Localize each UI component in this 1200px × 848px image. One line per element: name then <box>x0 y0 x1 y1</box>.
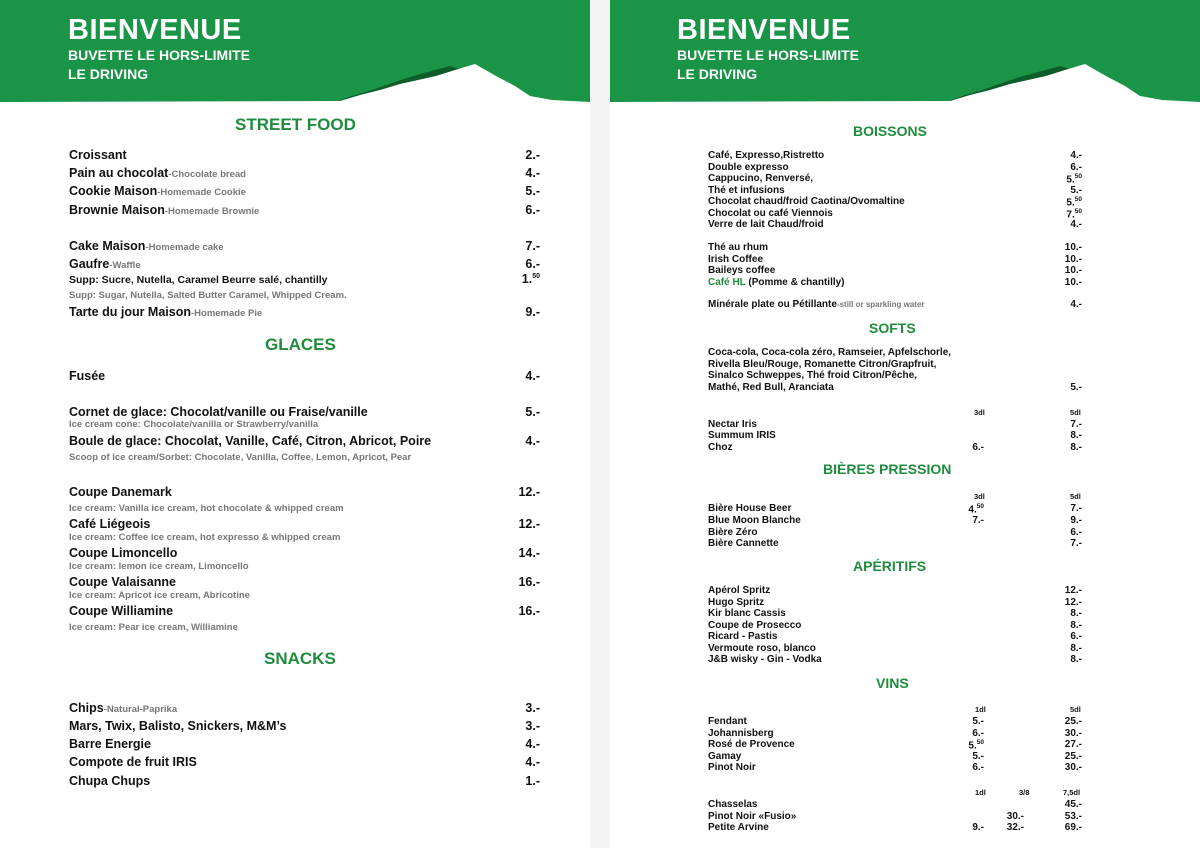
drink-row: Nectar Iris 7.- <box>708 419 1082 430</box>
menu-item: Café Liégeois 12.- <box>69 517 540 531</box>
column-header-3dl: 3dl <box>974 492 985 501</box>
drink-row: Baileys coffee 10.- <box>708 265 1082 276</box>
section-title-street-food: STREET FOOD <box>235 115 356 134</box>
drink-row: Bière Cannette 7.- <box>708 538 1082 549</box>
drink-row: Verre de lait Chaud/froid 4.- <box>708 219 1082 230</box>
menu-item: Cookie Maison-Homemade Cookie 5.- <box>69 184 540 198</box>
drink-row: J&B wisky - Gin - Vodka 8.- <box>708 654 1082 665</box>
column-header-1dl: 1dl <box>975 788 986 797</box>
menu-item: Brownie Maison-Homemade Brownie 6.- <box>69 203 540 217</box>
item-translation: Ice cream: lemon ice cream, Limoncello <box>69 561 249 572</box>
drink-row: Hugo Spritz 12.- <box>708 597 1082 608</box>
column-header-5dl: 5dl <box>1070 408 1081 417</box>
softs-list-price: 5.- <box>1070 382 1082 393</box>
section-title-softs: SOFTS <box>869 320 916 336</box>
drink-row: Summum IRIS 8.- <box>708 430 1082 441</box>
menu-item: Coupe Valaisanne 16.- <box>69 575 540 589</box>
section-title-glaces: GLACES <box>265 335 336 354</box>
drink-row: Bière House Beer 4.50 7.- <box>708 503 1082 516</box>
drink-row: Choz 6.- 8.- <box>708 442 1082 453</box>
menu-item: Chupa Chups 1.- <box>69 774 540 788</box>
wine-row: Pinot Noir 6.- 30.- <box>708 762 1082 773</box>
menu-item: Fusée 4.- <box>69 369 540 383</box>
item-translation: Ice cream: Apricot ice cream, Abricotine <box>69 590 250 601</box>
drink-row: Apérol Spritz 12.- <box>708 585 1082 596</box>
header-banner <box>0 0 590 104</box>
banner-title: BIENVENUE <box>677 14 851 46</box>
menu-item: Cake Maison-Homemade cake 7.- <box>69 239 540 253</box>
menu-page-drinks <box>610 0 1200 848</box>
column-header-1dl: 1dl <box>975 705 986 714</box>
menu-item: Boule de glace: Chocolat, Vanille, Café, Citron, Abricot, Poire 4.- <box>69 434 540 448</box>
supplement-row: Supp: Sucre, Nutella, Caramel Beurre salé, chantilly 1.50 <box>69 272 540 286</box>
menu-item: Barre Energie 4.- <box>69 737 540 751</box>
banner-title: BIENVENUE <box>68 14 242 46</box>
menu-item: Coupe Limoncello 14.- <box>69 546 540 560</box>
banner-venue: BUVETTE LE HORS-LIMITE <box>68 47 250 63</box>
wine-row: Chasselas 45.- <box>708 799 1082 810</box>
menu-item: Mars, Twix, Balisto, Snickers, M&M’s 3.- <box>69 719 540 733</box>
wine-row: Rosé de Provence 5.50 27.- <box>708 739 1082 752</box>
header-banner <box>610 0 1200 104</box>
drink-row: Bière Zéro 6.- <box>708 527 1082 538</box>
drink-row: Irish Coffee 10.- <box>708 254 1082 265</box>
drink-row: Café HL (Pomme & chantilly) 10.- <box>708 277 1082 288</box>
wine-row: Gamay 5.- 25.- <box>708 751 1082 762</box>
section-title-snacks: SNACKS <box>264 649 336 668</box>
section-title-aperitifs: APÉRITIFS <box>853 558 927 574</box>
drink-row: Ricard - Pastis 6.- <box>708 631 1082 642</box>
banner-location: LE DRIVING <box>68 66 149 82</box>
section-title-boissons: BOISSONS <box>853 123 927 139</box>
drink-row: Thé au rhum 10.- <box>708 242 1082 253</box>
wine-row: Johannisberg 6.- 30.- <box>708 728 1082 739</box>
drink-row: Thé et infusions 5.- <box>708 185 1082 196</box>
wine-row: Fendant 5.- 25.- <box>708 716 1082 727</box>
menu-item: Cornet de glace: Chocolat/vanille ou Fraise/vanille 5.- <box>69 405 540 419</box>
softs-list: Coca-cola, Coca-cola zéro, Ramseier, Apfelschorle, Rivella Bleu/Rouge, Romanette Citron/Grapfruit, Sinalco Schweppes, Thé froid Citron/Pêche, Mathé, Red Bull, Aranciata <box>708 347 952 394</box>
section-title-bieres: BIÈRES PRESSION <box>823 461 952 477</box>
menu-page-food <box>0 0 590 848</box>
drink-row: Double expresso 6.- <box>708 162 1082 173</box>
drink-row: Minérale plate ou Pétillante-still or sparkling water 4.- <box>708 299 1082 310</box>
item-translation: Ice cream: Pear ice cream, Williamine <box>69 622 238 633</box>
section-title-vins: VINS <box>876 675 909 691</box>
menu-item: Pain au chocolat-Chocolate bread 4.- <box>69 166 540 180</box>
column-header-3-8: 3/8 <box>1019 788 1030 797</box>
item-translation: Ice cream: Vanilla ice cream, hot chocolate & whipped cream <box>69 503 344 514</box>
menu-item: Coupe Williamine 16.- <box>69 604 540 618</box>
drink-row: Café, Expresso,Ristretto 4.- <box>708 150 1082 161</box>
supplement-translation: Supp: Sugar, Nutella, Salted Butter Caramel, Whipped Cream. <box>69 290 347 301</box>
menu-item: Gaufre-Waffle 6.- <box>69 257 540 271</box>
menu-item: Chips-Natural-Paprika 3.- <box>69 701 540 715</box>
column-header-5dl: 5dl <box>1070 492 1081 501</box>
drink-row: Blue Moon Blanche 7.- 9.- <box>708 515 1082 526</box>
menu-item: Coupe Danemark 12.- <box>69 485 540 499</box>
column-header-3dl: 3dl <box>974 408 985 417</box>
item-translation: Ice cream: Coffee ice cream, hot expresso & whipped cream <box>69 532 341 543</box>
banner-venue: BUVETTE LE HORS-LIMITE <box>677 47 859 63</box>
wine-row: Pinot Noir «Fusio» 30.- 53.- <box>708 811 1082 822</box>
menu-item: Tarte du jour Maison-Homemade Pie 9.- <box>69 305 540 319</box>
column-header-5dl: 5dl <box>1070 705 1081 714</box>
drink-row: Vermoute roso, blanco 8.- <box>708 643 1082 654</box>
drink-row: Cappucino, Renversé, 5.50 <box>708 173 1082 186</box>
banner-location: LE DRIVING <box>677 66 758 82</box>
drink-row: Chocolat ou café Viennois 7.50 <box>708 208 1082 221</box>
item-translation: Scoop of ice cream/Sorbet: Chocolate, Vanilla, Coffee, Lemon, Apricot, Pear <box>69 452 412 463</box>
drink-row: Chocolat chaud/froid Caotina/Ovomaltine 5.50 <box>708 196 1082 209</box>
drink-row: Coupe de Prosecco 8.- <box>708 620 1082 631</box>
item-translation: Ice cream cone: Chocolate/vanilla or Strawberry/vanilla <box>69 419 319 430</box>
menu-item: Compote de fruit IRIS 4.- <box>69 755 540 769</box>
menu-item: Croissant 2.- <box>69 148 540 162</box>
wine-row: Petite Arvine 9.- 32.- 69.- <box>708 822 1082 833</box>
column-header-7-5dl: 7,5dl <box>1063 788 1081 797</box>
drink-row: Kir blanc Cassis 8.- <box>708 608 1082 619</box>
